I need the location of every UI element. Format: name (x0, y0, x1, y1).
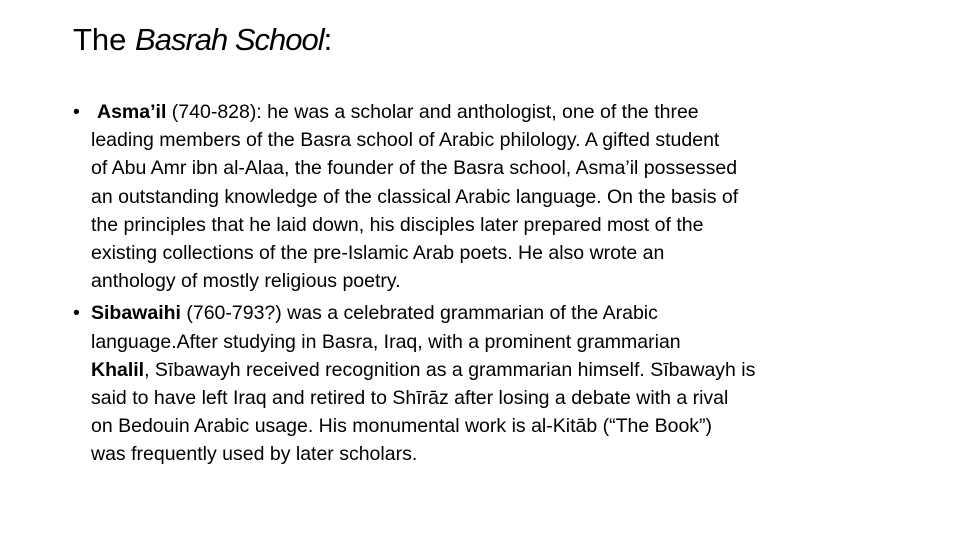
bullet-line: anthology of mostly religious poetry. (91, 270, 401, 293)
slide-title (73, 20, 332, 60)
bold-term: Sibawaihi (91, 302, 181, 325)
bullet-line (91, 356, 903, 384)
bold-term: Khalil (91, 358, 145, 381)
bullet-line: of Abu Amr ibn al-Alaa, the founder of the Basra school, Asma’il possessed (91, 157, 738, 180)
bullet-line: language.After studying in Basra, Iraq, with a prominent grammarian (91, 330, 681, 353)
bullet-dot-icon: • (73, 302, 80, 325)
bullet-line: was frequently used by later scholars. (91, 443, 418, 466)
bullet-list (73, 98, 903, 473)
title-prefix: The (73, 22, 136, 57)
bullet-line: existing collections of the pre-Islamic Arab poets. He also wrote an (91, 242, 665, 265)
title-emphasis: Basrah School (135, 22, 324, 57)
line-text: (760-793?) was a celebrated grammarian of the Arabic (180, 302, 658, 325)
bullet-asmail (73, 98, 903, 295)
bullet-line: leading members of the Basra school of Arabic philology. A gifted student (91, 129, 720, 152)
bullet-line: an outstanding knowledge of the classical Arabic language. On the basis of (91, 185, 739, 208)
bullet-line: said to have left Iraq and retired to Shīrāz after losing a debate with a rival (91, 387, 729, 410)
line-text: (740-828): he was a scholar and anthologist, one of the three (166, 101, 699, 123)
bullet-line: the principles that he laid down, his disciples later prepared most of the (91, 213, 704, 236)
title-suffix: : (323, 22, 333, 57)
bold-term: Asma’il (97, 101, 167, 123)
bullet-sibawaihi (73, 299, 903, 468)
line-text: , Sībawayh received recognition as a grammarian himself. Sībawayh is (144, 358, 756, 381)
bullet-line: on Bedouin Arabic usage. His monumental work is al-Kitāb (“The Book”) (91, 415, 713, 438)
bullet-line (91, 98, 903, 126)
bullet-line (91, 299, 903, 327)
bullet-dot-icon: • (73, 101, 80, 123)
